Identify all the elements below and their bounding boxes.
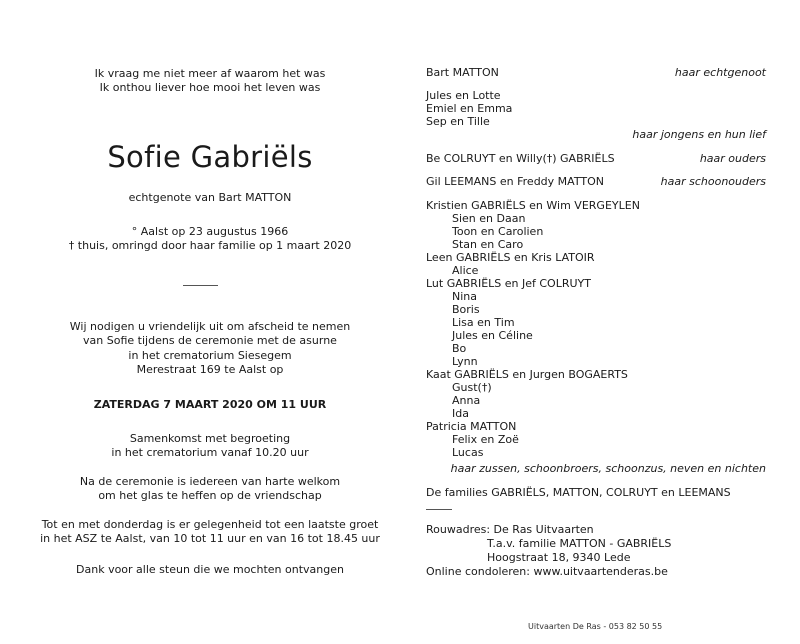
grandchild: Bo bbox=[452, 342, 467, 355]
footer-contact: Uitvaarten De Ras - 053 82 50 55 bbox=[528, 622, 663, 631]
grandchild: Felix en Zoë bbox=[452, 433, 519, 446]
afterwards-line-2: om het glas te heffen op de vriendschap bbox=[98, 489, 322, 502]
children-role: haar jongens en hun lief bbox=[632, 128, 766, 141]
husband-name: Bart MATTON bbox=[426, 66, 499, 79]
husband-role: haar echtgenoot bbox=[674, 66, 766, 79]
grandchild: Jules en Céline bbox=[452, 329, 533, 342]
sibling-head: Kaat GABRIËLS en Jurgen BOGAERTS bbox=[426, 368, 628, 381]
child-1: Jules en Lotte bbox=[426, 89, 501, 102]
visiting-line-2: in het ASZ te Aalst, van 10 tot 11 uur en van 16 tot 18.45 uur bbox=[40, 532, 380, 545]
grandchild: Gust(†) bbox=[452, 381, 492, 394]
death-line: † thuis, omringd door haar familie op 1 maart 2020 bbox=[68, 239, 352, 252]
invite-line-3: in het crematorium Siesegem bbox=[128, 349, 292, 362]
families-line: De families GABRIËLS, MATTON, COLRUYT en LEEMANS bbox=[426, 486, 731, 499]
grandchild: Toon en Carolien bbox=[452, 225, 544, 238]
quote-line-2: Ik onthou liever hoe mooi het leven was bbox=[99, 81, 321, 94]
grandchild: Ida bbox=[452, 407, 469, 420]
visiting-line-1: Tot en met donderdag is er gelegenheid tot een laatste groet bbox=[41, 518, 379, 531]
gathering-line-1: Samenkomst met begroeting bbox=[129, 432, 291, 445]
birth-line: ° Aalst op 23 augustus 1966 bbox=[131, 225, 289, 238]
grandchild: Lucas bbox=[452, 446, 484, 459]
invite-line-1: Wij nodigen u vriendelijk uit om afscheid te nemen bbox=[69, 320, 351, 333]
grandchild: Boris bbox=[452, 303, 480, 316]
grandchild: Anna bbox=[452, 394, 481, 407]
divider-right bbox=[426, 509, 452, 510]
address-label: Rouwadres: De Ras Uitvaarten bbox=[426, 523, 594, 536]
invite-line-4: Merestraat 169 te Aalst op bbox=[136, 363, 284, 376]
quote-line-1: Ik vraag me niet meer af waarom het was bbox=[94, 67, 326, 80]
grandchild: Alice bbox=[452, 264, 479, 277]
grandchild: Stan en Caro bbox=[452, 238, 524, 251]
ceremony-date: ZATERDAG 7 MAART 2020 OM 11 UUR bbox=[93, 398, 327, 411]
deceased-name: Sofie Gabriëls bbox=[107, 140, 313, 174]
inlaws-names: Gil LEEMANS en Freddy MATTON bbox=[426, 175, 604, 188]
afterwards-line-1: Na de ceremonie is iedereen van harte welkom bbox=[79, 475, 341, 488]
grandchild: Nina bbox=[452, 290, 477, 303]
thanks-line: Dank voor alle steun die we mochten ontvangen bbox=[76, 563, 344, 576]
gathering-line-2: in het crematorium vanaf 10.20 uur bbox=[111, 446, 309, 459]
sibling-head: Leen GABRIËLS en Kris LATOIR bbox=[426, 251, 595, 264]
address-street: Hoogstraat 18, 9340 Lede bbox=[487, 551, 631, 564]
online-condolences: Online condoleren: www.uitvaartenderas.be bbox=[426, 565, 668, 578]
parents-names: Be COLRUYT en Willy(†) GABRIËLS bbox=[426, 152, 615, 165]
grandchild: Lynn bbox=[452, 355, 478, 368]
spouse-line: echtgenote van Bart MATTON bbox=[128, 191, 292, 204]
sibling-head: Kristien GABRIËLS en Wim VERGEYLEN bbox=[426, 199, 640, 212]
inlaws-role: haar schoonouders bbox=[660, 175, 766, 188]
child-3: Sep en Tille bbox=[426, 115, 490, 128]
sibling-head: Patricia MATTON bbox=[426, 420, 517, 433]
address-attn: T.a.v. familie MATTON - GABRIËLS bbox=[487, 537, 672, 550]
invite-line-2: van Sofie tijdens de ceremonie met de asurne bbox=[83, 334, 337, 347]
sibling-head: Lut GABRIËLS en Jef COLRUYT bbox=[426, 277, 591, 290]
siblings-role: haar zussen, schoonbroers, schoonzus, neven en nichten bbox=[450, 462, 766, 475]
divider bbox=[183, 285, 218, 286]
grandchild: Lisa en Tim bbox=[452, 316, 515, 329]
child-2: Emiel en Emma bbox=[426, 102, 513, 115]
grandchild: Sien en Daan bbox=[452, 212, 526, 225]
parents-role: haar ouders bbox=[699, 152, 766, 165]
